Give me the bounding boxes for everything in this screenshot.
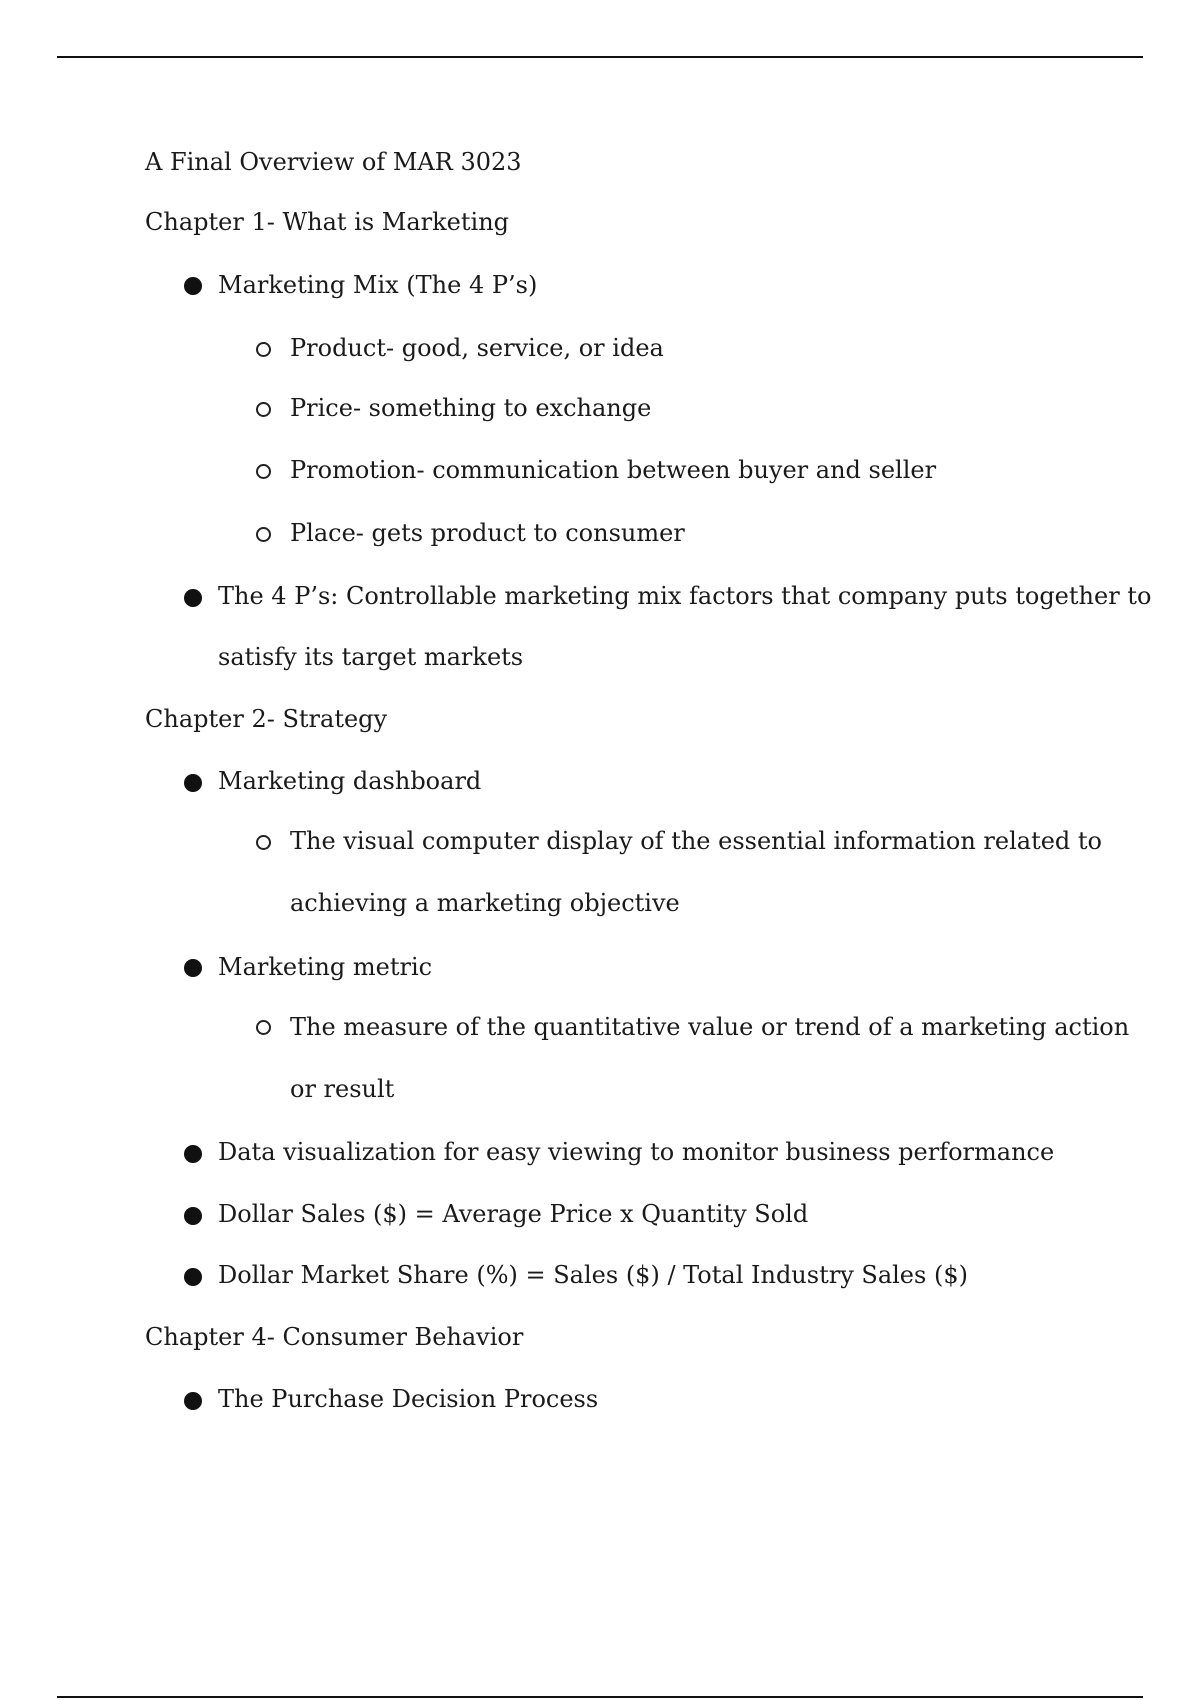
marketing-dashboard-item: Marketing dashboard [218, 767, 482, 795]
circle-bullet-icon [256, 402, 271, 417]
marketing-metric-item: Marketing metric [218, 953, 433, 981]
circle-bullet-icon [256, 464, 271, 479]
product-item: Product- good, service, or idea [290, 334, 664, 362]
circle-bullet-icon [256, 527, 271, 542]
bullet-icon [184, 277, 202, 295]
chapter-2-heading: Chapter 2- Strategy [145, 705, 388, 733]
promotion-item: Promotion- communication between buyer and seller [290, 456, 937, 484]
bullet-icon [184, 774, 202, 792]
metric-definition-line2: or result [290, 1075, 395, 1103]
chapter-4-heading: Chapter 4- Consumer Behavior [145, 1323, 524, 1351]
document-title: A Final Overview of MAR 3023 [145, 148, 522, 176]
bullet-icon [184, 1268, 202, 1286]
bottom-rule [57, 1696, 1143, 1698]
market-share-item: Dollar Market Share (%) = Sales ($) / Total Industry Sales ($) [218, 1261, 968, 1289]
top-rule [57, 56, 1143, 58]
chapter-1-heading: Chapter 1- What is Marketing [145, 208, 510, 236]
four-ps-item-line2: satisfy its target markets [218, 643, 524, 671]
place-item: Place- gets product to consumer [290, 519, 685, 547]
bullet-icon [184, 1145, 202, 1163]
price-item: Price- something to exchange [290, 394, 652, 422]
marketing-mix-item: Marketing Mix (The 4 P’s) [218, 271, 538, 299]
bullet-icon [184, 1392, 202, 1410]
bullet-icon [184, 1207, 202, 1225]
purchase-decision-item: The Purchase Decision Process [218, 1385, 599, 1413]
circle-bullet-icon [256, 1020, 271, 1035]
bullet-icon [184, 959, 202, 977]
circle-bullet-icon [256, 835, 271, 850]
metric-definition-line1: The measure of the quantitative value or trend of a marketing action [290, 1013, 1130, 1041]
four-ps-item-line1: The 4 P’s: Controllable marketing mix factors that company puts together to [218, 582, 1152, 610]
data-visualization-item: Data visualization for easy viewing to monitor business performance [218, 1138, 1055, 1166]
dashboard-definition-line2: achieving a marketing objective [290, 889, 680, 917]
dashboard-definition-line1: The visual computer display of the essential information related to [290, 827, 1103, 855]
bullet-icon [184, 589, 202, 607]
circle-bullet-icon [256, 342, 271, 357]
dollar-sales-item: Dollar Sales ($) = Average Price x Quantity Sold [218, 1200, 809, 1228]
